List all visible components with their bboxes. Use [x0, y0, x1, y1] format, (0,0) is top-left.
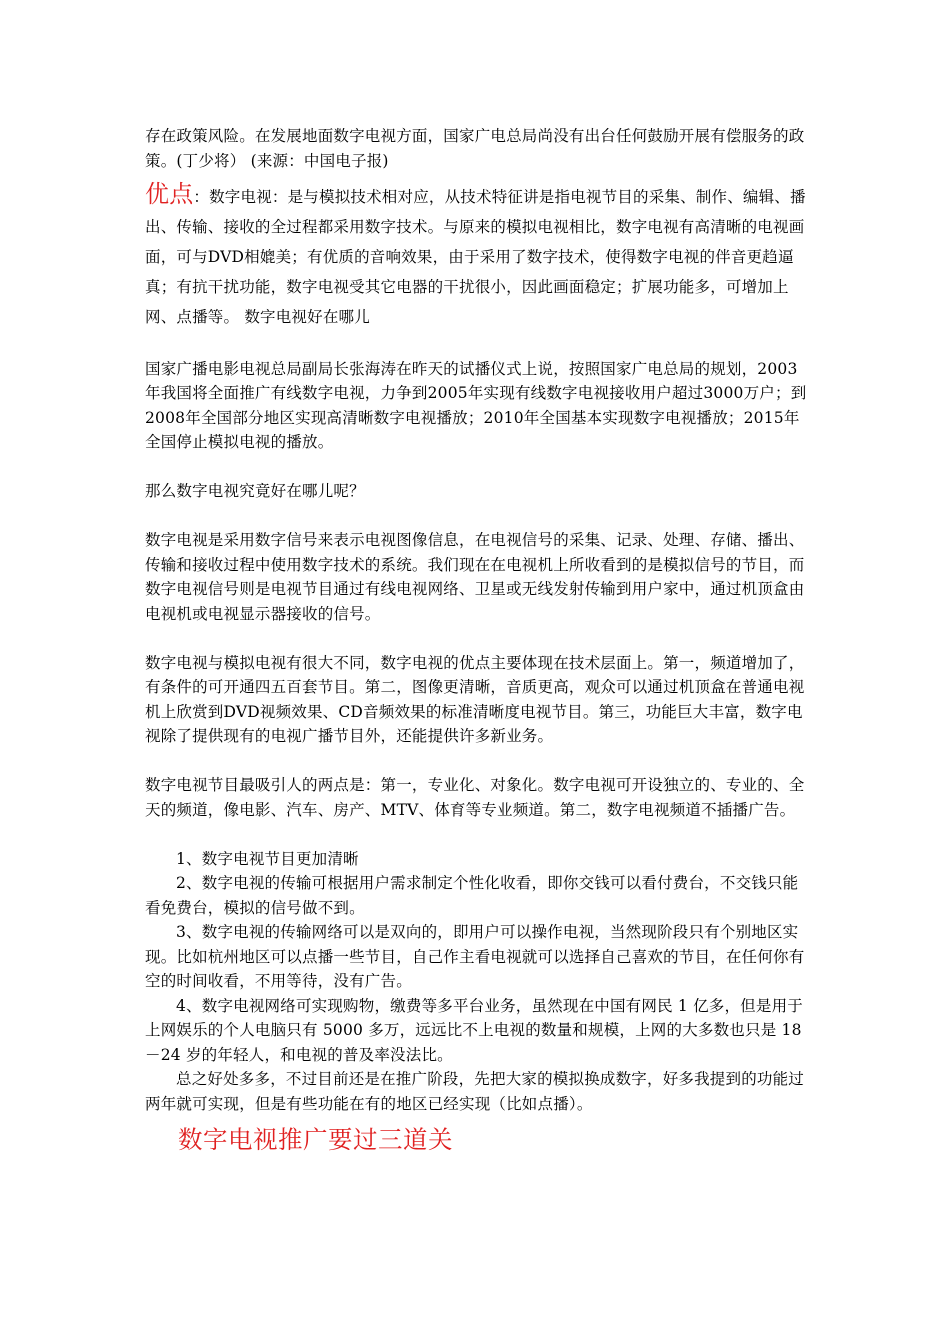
- paragraph-policy-risk: 存在政策风险。在发展地面数字电视方面，国家广电总局尚没有出台任何鼓励开展有偿服务的政策。(丁少将） (来源：中国电子报): [145, 127, 805, 170]
- paragraph-advantages: [145, 179, 810, 332]
- paragraph-attractions: 数字电视节目最吸引人的两点是：第一，专业化、对象化。数字电视可开设独立的、专业的、全天的频道，像电影、汽车、房产、MTV、体育等专业频道。第二，数字电视频道不插播广告。: [145, 776, 805, 819]
- advantages-label: 优点: [145, 180, 194, 208]
- paragraph-question: 那么数字电视究竟好在哪儿呢？: [145, 482, 365, 500]
- section-heading: 数字电视推广要过三道关: [178, 1125, 453, 1154]
- document-page: [145, 124, 810, 1158]
- paragraph-differences: 数字电视与模拟电视有很大不同，数字电视的优点主要体现在技术层面上。第一，频道增加了，有条件的可开通四五百套节目。第二，图像更清晰，音质更高，观众可以通过机顶盒在普通电视机上欣赏到DVD视频效果、CD音频效果的标准清晰度电视节目。第三，功能巨大丰富，数字电视除了提供现有的电视广播节目外，还能提供许多新业务。: [145, 653, 805, 745]
- paragraph-sarft-plan: 国家广播电影电视总局副局长张海涛在昨天的试播仪式上说，按照国家广电总局的规划，2003年我国将全面推广有线数字电视，力争到2005年实现有线数字电视接收用户超过3000万户；到2008年全国部分地区实现高清晰数字电视播放；2010年全国基本实现数字电视播放；2015年全国停止模拟电视的播放。: [145, 359, 807, 451]
- list-item-2: 2、数字电视的传输可根据用户需求制定个性化收看，即你交钱可以看付费台，不交钱只能看免费台，模拟的信号做不到。: [145, 874, 799, 917]
- paragraph-summary: 总之好处多多，不过目前还是在推广阶段，先把大家的模拟换成数字，好多我提到的功能过两年就可实现，但是有些功能在有的地区已经实现（比如点播）。: [145, 1070, 805, 1113]
- list-item-3: 3、数字电视的传输网络可以是双向的，即用户可以操作电视，当然现阶段只有个别地区实现。比如杭州地区可以点播一些节目，自己作主看电视就可以选择自己喜欢的节目，在任何你有空的时间收看，不用等待，没有广告。: [145, 923, 805, 990]
- paragraph-definition: 数字电视是采用数字信号来表示电视图像信息，在电视信号的采集、记录、处理、存储、播出、传输和接收过程中使用数字技术的系统。我们现在在电视机上所收看到的是模拟信号的节目，而数字电视信号则是电视节目通过有线电视网络、卫星或无线发射传输到用户家中，通过机顶盒由电视机或电视显示器接收的信号。: [145, 531, 805, 623]
- advantages-colon: ：: [193, 188, 210, 206]
- advantages-text: 数字电视：是与模拟技术相对应，从技术特征讲是指电视节目的采集、制作、编辑、播出、传输、接收的全过程都采用数字技术。与原来的模拟电视相比，数字电视有高清晰的电视画面，可与DVD相媲美；有优质的音响效果，由于采用了数字技术，使得数字电视的伴音更趋逼真；有抗干扰功能，数字电视受其它电器的干扰很小，因此画面稳定；扩展功能多，可增加上网、点播等。 数字电视好在哪儿: [145, 188, 806, 326]
- list-item-1: 1、数字电视节目更加清晰: [176, 849, 359, 868]
- list-item-4: 4、数字电视网络可实现购物，缴费等多平台业务，虽然现在中国有网民 1 亿多，但是用于上网娱乐的个人电脑只有 5000 多万，远远比不上电视的数量和规模，上网的大多数也只是 18－24 岁的年轻人，和电视的普及率没法比。: [145, 996, 803, 1064]
